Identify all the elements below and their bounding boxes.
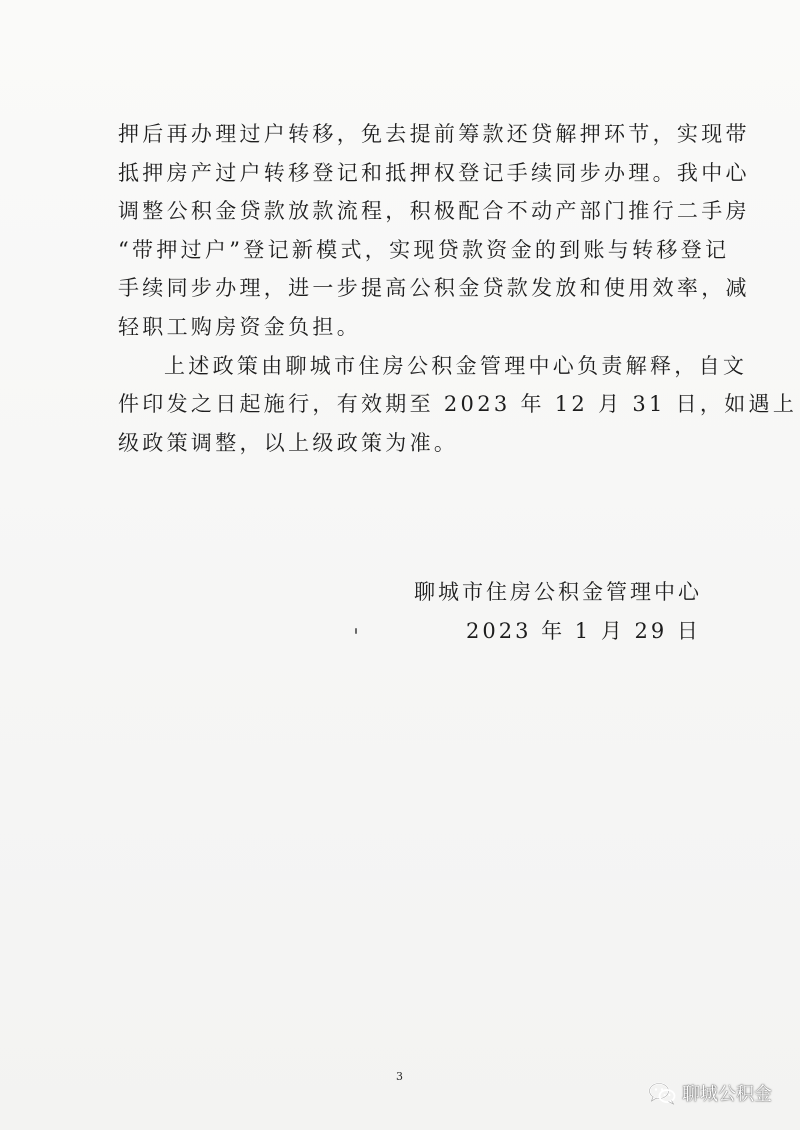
body-line: 手续同步办理，进一步提高公积金贷款发放和使用效率，减: [118, 276, 750, 301]
body-line: 件印发之日起施行，有效期至 2023 年 12 月 31 日，如遇上: [118, 392, 798, 417]
watermark: [648, 1080, 772, 1106]
signature-date: 2023 年 1 月 29 日: [466, 619, 701, 643]
watermark-text: 聊城公积金: [682, 1084, 772, 1105]
body-line: 调整公积金贷款放款流程，积极配合不动产部门推行二手房: [118, 199, 750, 224]
body-line: 押后再办理过户转移，免去提前筹款还贷解押环节，实现带: [118, 122, 750, 146]
body-line: 抵押房产过户转移登记和抵押权登记手续同步办理。我中心: [118, 160, 750, 185]
body-line: 轻职工购房资金负担。: [118, 314, 361, 339]
body-line: 级政策调整，以上级政策为准。: [118, 430, 459, 455]
scan-speck: [355, 628, 357, 634]
body-line: “带押过户”登记新模式，实现贷款资金的到账与转移登记: [118, 237, 730, 262]
wechat-icon: [648, 1081, 676, 1105]
page-number: 3: [396, 1070, 403, 1083]
body-text: [118, 115, 798, 462]
signature-organization: 聊城市住房公积金管理中心: [414, 580, 702, 604]
body-line: 上述政策由聊城市住房公积金管理中心负责解释，自文: [164, 353, 748, 378]
